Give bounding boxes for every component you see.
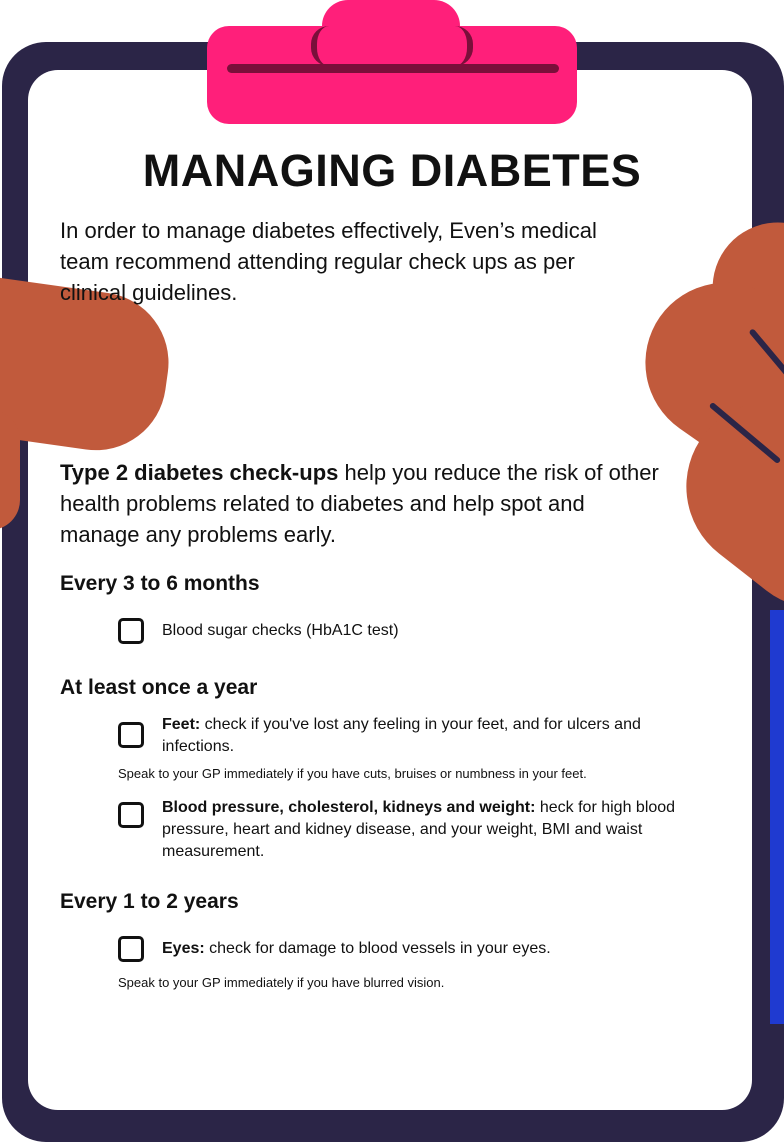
checkbox-icon[interactable] (118, 722, 144, 748)
clip-bar (227, 64, 559, 73)
left-hand-finger (0, 410, 20, 530)
checkups-paragraph (60, 457, 660, 550)
section-heading: At least once a year (60, 676, 258, 699)
intro-paragraph: In order to manage diabetes effectively, Even’s medical team recommend attending regular check ups as per clinical guidelines. (60, 218, 597, 305)
page-title: MANAGING DIABETES (142, 145, 642, 196)
checklist-text (162, 620, 399, 644)
checklist-text-body: Blood sugar checks (HbA1C test) (162, 622, 399, 639)
section-heading: Every 1 to 2 years (60, 890, 239, 913)
checkups-bold: Type 2 diabetes check-ups (60, 460, 339, 485)
checklist-item (118, 934, 551, 962)
checkbox-icon[interactable] (118, 936, 144, 962)
checklist-text (162, 714, 678, 758)
checklist-text-bold: Blood pressure, cholesterol, kidneys and weight: (162, 799, 536, 816)
checklist-text-bold: Eyes: (162, 940, 205, 957)
checkbox-icon[interactable] (118, 802, 144, 828)
checklist-item (118, 797, 688, 863)
background-edge (770, 610, 784, 1024)
checklist-text (162, 797, 688, 863)
checkbox-icon[interactable] (118, 618, 144, 644)
checklist-text-body: heck for high blood pressure, heart and kidney disease, and your weight, BMI and waist measurement. (162, 799, 676, 860)
checklist-text-body: check for damage to blood vessels in your eyes. (204, 940, 551, 957)
checklist-item (118, 714, 678, 758)
section-heading: Every 3 to 6 months (60, 572, 260, 595)
note-text: Speak to your GP immediately if you have cuts, bruises or numbness in your feet. (118, 766, 587, 781)
checklist-text-bold: Feet: (162, 716, 201, 733)
checklist-text (162, 938, 551, 962)
clip-arc-left (311, 26, 333, 66)
note-text: Speak to your GP immediately if you have blurred vision. (118, 975, 445, 990)
checklist-text-body: check if you've lost any feeling in your feet, and for ulcers and infections. (162, 716, 641, 755)
clipboard-clip (207, 26, 577, 124)
checkups-text: help you reduce the risk of other health problems related to diabetes and help spot and manage any problems early. (60, 460, 659, 547)
checklist-item (118, 616, 399, 644)
clip-arc-right (451, 26, 473, 66)
